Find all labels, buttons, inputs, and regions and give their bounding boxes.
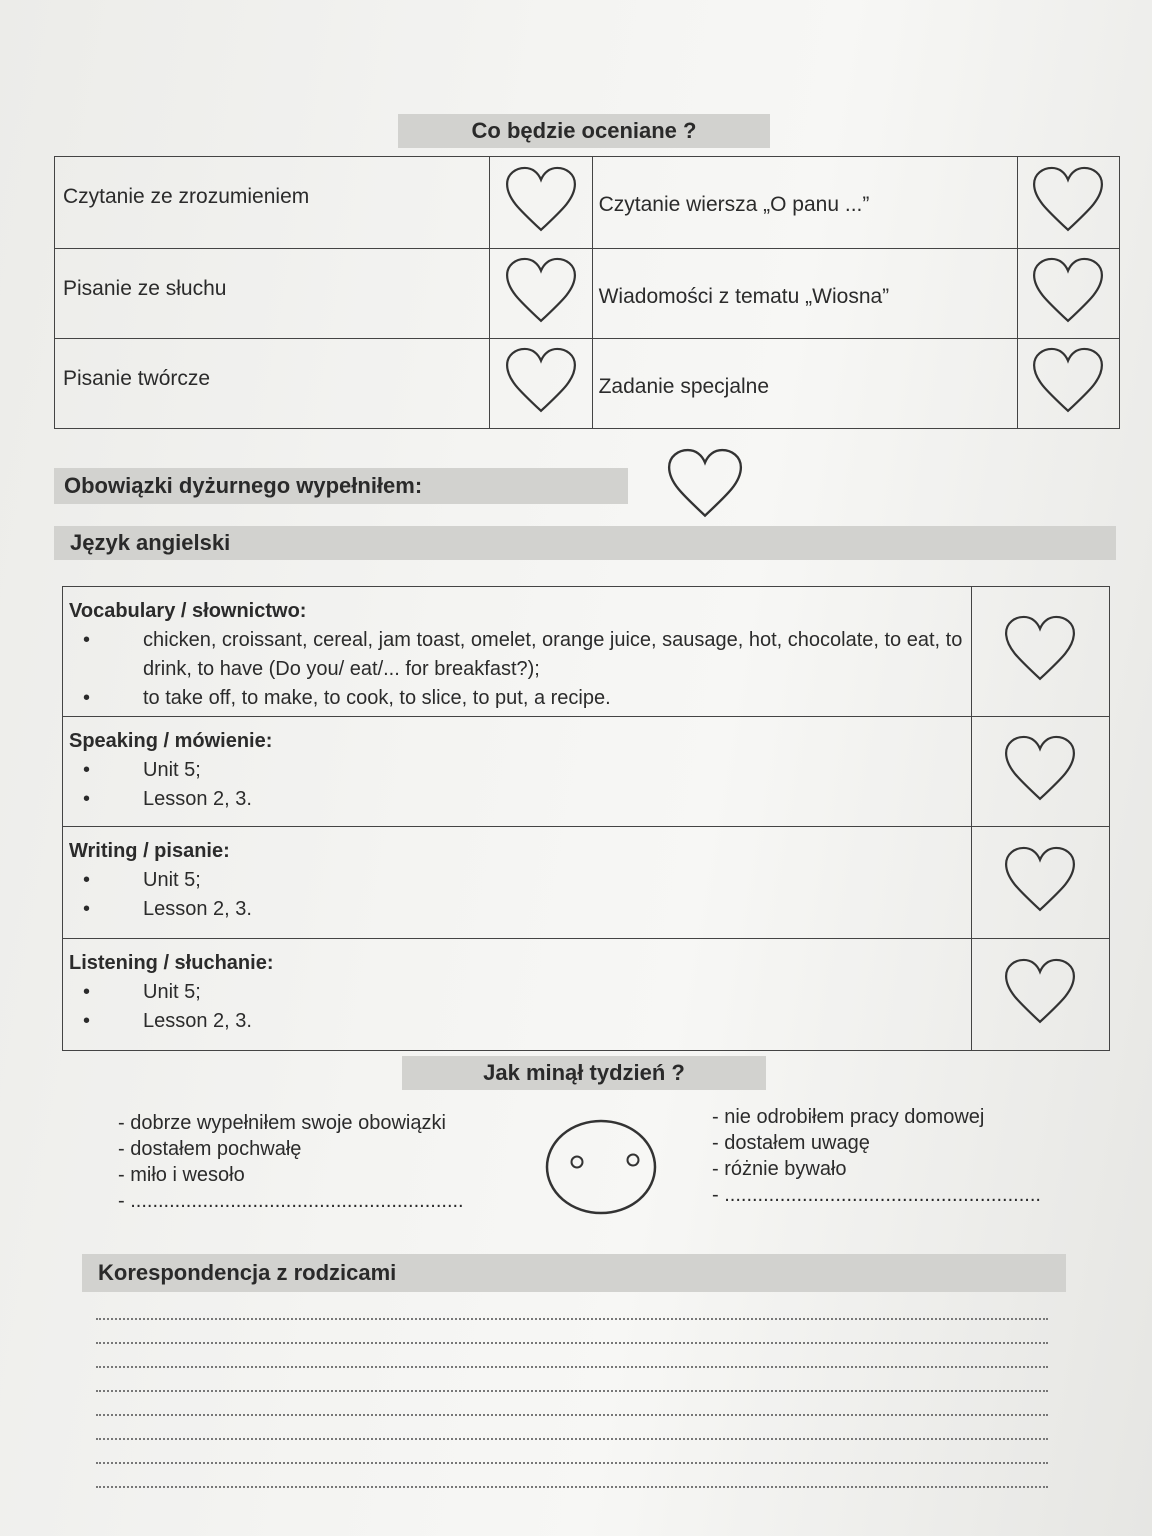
heart-icon[interactable] (971, 939, 1109, 1051)
week-title: Jak minął tydzień ? (402, 1056, 766, 1090)
heart-icon[interactable] (1017, 157, 1119, 249)
writing-cell (63, 827, 972, 939)
list-item: • Lesson 2, 3. (143, 1007, 971, 1036)
writing-line[interactable] (96, 1462, 1048, 1464)
writing-line[interactable] (96, 1414, 1048, 1416)
list-item: • Lesson 2, 3. (143, 895, 971, 924)
writing-line[interactable] (96, 1366, 1048, 1368)
heart-icon[interactable] (490, 157, 592, 249)
graded-left-3: Pisanie twórcze (55, 339, 490, 429)
graded-left-2: Pisanie ze słuchu (55, 249, 490, 339)
writing-line[interactable] (96, 1390, 1048, 1392)
week-option[interactable]: - dostałem pochwałę (118, 1138, 302, 1160)
week-option[interactable]: - nie odrobiłem pracy domowej (712, 1106, 985, 1128)
writing-line[interactable] (96, 1342, 1048, 1344)
vocab-cell (63, 587, 972, 717)
graded-right-3: Zadanie specjalne (592, 339, 1017, 429)
week-right-options (712, 1104, 1041, 1208)
graded-title: Co będzie oceniane ? (398, 114, 770, 148)
list-item: • Unit 5; (143, 866, 971, 895)
graded-left-1: Czytanie ze zrozumieniem (55, 157, 490, 249)
graded-right-1: Czytanie wiersza „O panu ...” (592, 157, 1017, 249)
list-item: • Unit 5; (143, 756, 971, 785)
graded-table (54, 156, 1120, 429)
week-option[interactable]: - ............................................................ (118, 1190, 464, 1212)
listening-cell (63, 939, 972, 1051)
list-item: • Lesson 2, 3. (143, 785, 971, 814)
heart-icon[interactable] (1017, 339, 1119, 429)
heart-icon[interactable] (1017, 249, 1119, 339)
week-option[interactable]: - dostałem uwagę (712, 1132, 870, 1154)
week-option[interactable]: - różnie bywało (712, 1158, 847, 1180)
list-item: • chicken, croissant, cereal, jam toast, omelet, orange juice, sausage, hot, chocolate, to eat, to drink, to have (Do you/ eat/... for breakfast?); (143, 626, 971, 684)
writing-line[interactable] (96, 1438, 1048, 1440)
vocab-heading: Vocabulary / słownictwo: (69, 600, 307, 622)
parents-title: Korespondencja z rodzicami (82, 1254, 1066, 1292)
listening-heading: Listening / słuchanie: (69, 952, 274, 974)
face-icon[interactable] (544, 1117, 658, 1217)
heart-icon[interactable] (971, 717, 1109, 827)
heart-icon[interactable] (971, 587, 1109, 717)
english-table (62, 586, 1110, 1051)
writing-line[interactable] (96, 1318, 1048, 1320)
heart-icon[interactable] (490, 249, 592, 339)
english-title: Język angielski (54, 526, 1116, 560)
list-item: • Unit 5; (143, 978, 971, 1007)
duty-label: Obowiązki dyżurnego wypełniłem: (54, 468, 628, 504)
list-item: • to take off, to make, to cook, to slice, to put, a recipe. (143, 684, 971, 713)
heart-icon[interactable] (490, 339, 592, 429)
week-option[interactable]: - miło i wesoło (118, 1164, 245, 1186)
speaking-heading: Speaking / mówienie: (69, 730, 273, 752)
writing-heading: Writing / pisanie: (69, 840, 230, 862)
writing-line[interactable] (96, 1486, 1048, 1488)
week-option[interactable]: - ......................................................... (712, 1184, 1041, 1206)
week-option[interactable]: - dobrze wypełniłem swoje obowiązki (118, 1112, 446, 1134)
week-left-options (118, 1110, 464, 1214)
heart-icon[interactable] (971, 827, 1109, 939)
heart-icon[interactable] (666, 446, 744, 522)
graded-right-2: Wiadomości z tematu „Wiosna” (592, 249, 1017, 339)
speaking-cell (63, 717, 972, 827)
